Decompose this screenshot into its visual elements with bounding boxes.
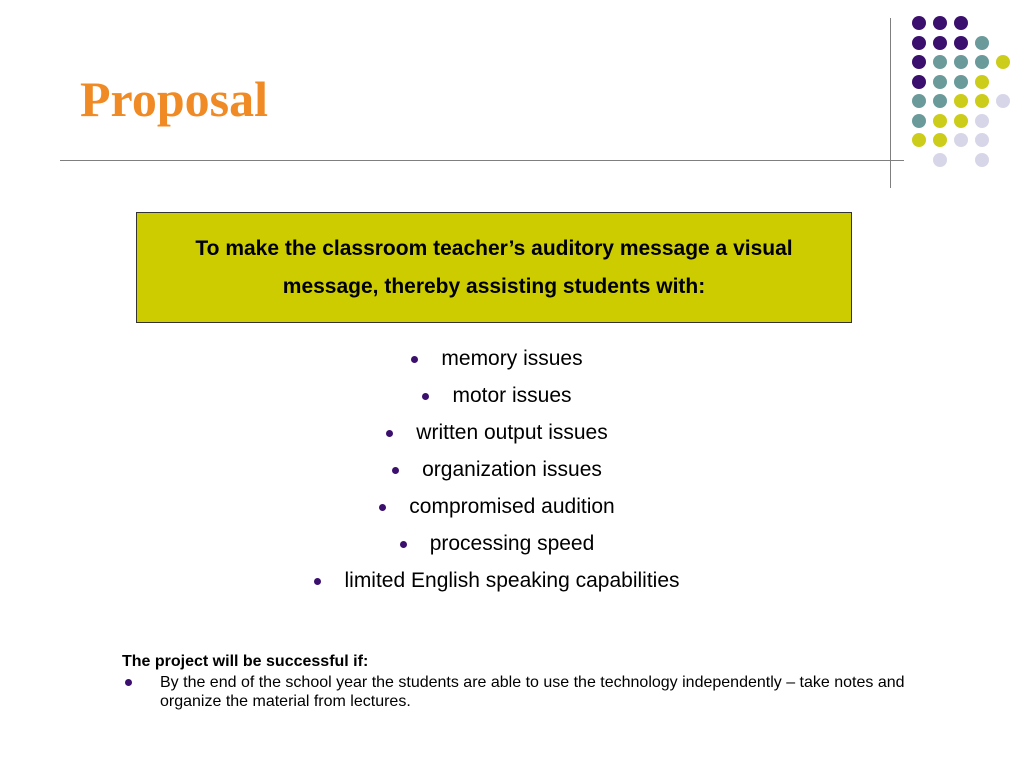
decorative-dot	[954, 133, 968, 147]
decorative-dot	[933, 75, 947, 89]
issues-list	[0, 340, 1024, 599]
bullet-icon	[411, 356, 418, 363]
decorative-dot	[975, 75, 989, 89]
decorative-dot	[975, 153, 989, 167]
decorative-dot	[912, 36, 926, 50]
vertical-divider-line	[890, 18, 891, 188]
callout-text: To make the classroom teacher’s auditory message a visual message, thereby assisting students with:	[195, 236, 793, 298]
decorative-dot	[933, 36, 947, 50]
decorative-dot	[975, 36, 989, 50]
list-item	[0, 562, 1024, 599]
decorative-dot	[933, 153, 947, 167]
bullet-icon	[386, 430, 393, 437]
list-item-text: organization issues	[422, 457, 602, 481]
bullet-icon	[422, 393, 429, 400]
list-item-text: memory issues	[441, 346, 583, 370]
list-item-text: written output issues	[416, 420, 608, 444]
success-heading: The project will be successful if:	[122, 653, 369, 670]
list-item-wrap	[344, 569, 679, 593]
list-item-text: compromised audition	[409, 494, 615, 518]
list-item-wrap	[441, 347, 582, 371]
list-item-wrap	[409, 495, 614, 519]
list-item	[0, 340, 1024, 377]
callout-box	[136, 212, 852, 323]
decorative-dot	[954, 94, 968, 108]
decorative-dot	[975, 133, 989, 147]
decorative-dot	[954, 114, 968, 128]
decorative-dot	[975, 94, 989, 108]
list-item	[0, 525, 1024, 562]
bullet-icon	[400, 541, 407, 548]
decorative-dot-grid	[0, 0, 1024, 180]
decorative-dot	[912, 114, 926, 128]
bullet-icon	[125, 679, 132, 686]
bullet-icon	[314, 578, 321, 585]
decorative-dot	[912, 133, 926, 147]
list-item	[0, 488, 1024, 525]
decorative-dot	[996, 55, 1010, 69]
decorative-dot	[912, 75, 926, 89]
list-item-wrap	[422, 458, 602, 482]
decorative-dot	[933, 114, 947, 128]
list-item-wrap	[430, 532, 595, 556]
list-item-text: motor issues	[452, 383, 572, 407]
list-item-wrap	[416, 421, 607, 445]
title-divider-line	[60, 160, 904, 161]
decorative-dot	[954, 16, 968, 30]
bullet-icon	[392, 467, 399, 474]
list-item	[0, 414, 1024, 451]
list-item-text: limited English speaking capabilities	[344, 568, 680, 592]
list-item-wrap	[452, 384, 571, 408]
decorative-dot	[933, 55, 947, 69]
list-item	[0, 377, 1024, 414]
decorative-dot	[975, 114, 989, 128]
decorative-dot	[912, 55, 926, 69]
slide-title: Proposal	[80, 71, 268, 127]
success-section	[122, 652, 942, 711]
decorative-dot	[933, 133, 947, 147]
decorative-dot	[912, 94, 926, 108]
decorative-dot	[954, 55, 968, 69]
decorative-dot	[933, 94, 947, 108]
decorative-dot	[954, 75, 968, 89]
list-item	[0, 451, 1024, 488]
decorative-dot	[975, 55, 989, 69]
decorative-dot	[954, 36, 968, 50]
decorative-dot	[996, 94, 1010, 108]
bullet-icon	[379, 504, 386, 511]
list-item-text: processing speed	[429, 531, 595, 555]
decorative-dot	[912, 16, 926, 30]
success-item-text: By the end of the school year the students are able to use the technology independently – take notes and organize the material from lectures.	[160, 674, 905, 710]
success-item	[122, 673, 942, 711]
decorative-dot	[933, 16, 947, 30]
